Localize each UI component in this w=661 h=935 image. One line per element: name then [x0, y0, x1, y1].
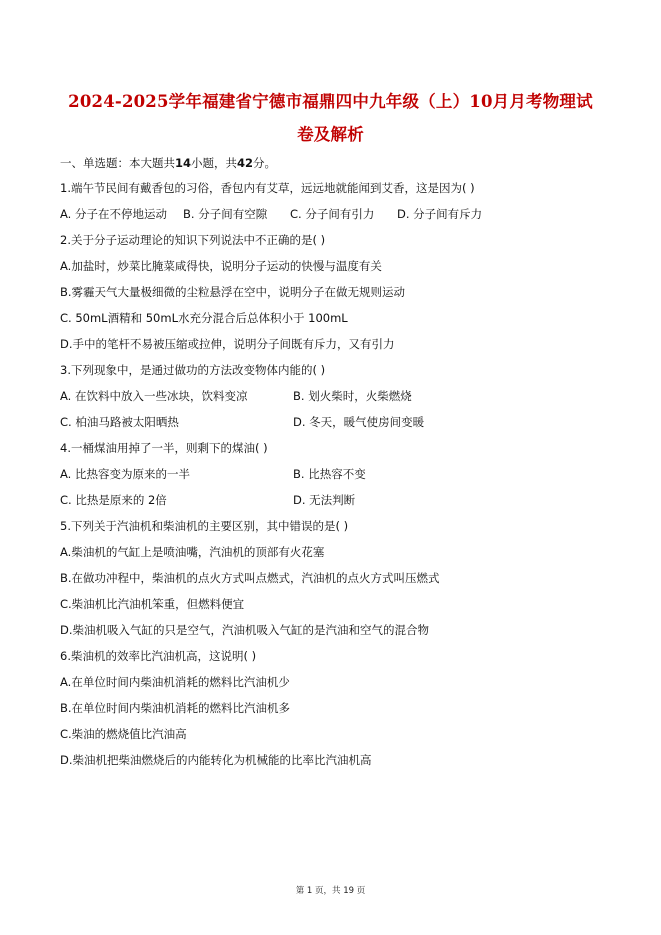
page-footer: 第 1 页，共 19 页 [295, 886, 366, 896]
question-6-option-c: C.柴油的燃烧值比汽油高 [60, 727, 187, 741]
question-1-options [60, 207, 620, 221]
question-4-option-a: A. 比热容变为原来的一半 [60, 467, 190, 481]
question-3-stem: 3.下列现象中，是通过做功的方法改变物体内能的( ) [60, 363, 326, 377]
question-3-option-c: C. 柏油马路被太阳晒热 [60, 415, 179, 429]
question-2-option-a: A.加盐时，炒菜比腌菜咸得快，说明分子运动的快慢与温度有关 [60, 259, 382, 273]
section-prefix: 一、单选题：本大题共 [60, 156, 175, 170]
section-score: 42 [237, 156, 254, 170]
question-6-option-a: A.在单位时间内柴油机消耗的燃料比汽油机少 [60, 675, 290, 689]
document-title-line-2: 卷及解析 [297, 125, 364, 144]
question-5-option-b: B.在做功冲程中，柴油机的点火方式叫点燃式，汽油机的点火方式叫压燃式 [60, 571, 440, 585]
question-6-option-b: B.在单位时间内柴油机消耗的燃料比汽油机多 [60, 701, 291, 715]
question-2-stem: 2.关于分子运动理论的知识下列说法中不正确的是( ) [60, 233, 326, 247]
section-suffix: 分。 [253, 156, 277, 170]
section-middle: 小题，共 [191, 156, 238, 170]
section-question-count: 14 [175, 156, 192, 170]
option-a: A. 分子在不停地运动 [60, 207, 167, 221]
question-1-stem: 1.端午节民间有戴香包的习俗，香包内有艾草，远远地就能闻到艾香，这是因为( ) [60, 181, 475, 195]
question-5-stem: 5.下列关于汽油机和柴油机的主要区别，其中错误的是( ) [60, 519, 349, 533]
question-5-option-c: C.柴油机比汽油机笨重，但燃料便宜 [60, 597, 245, 611]
question-5-option-a: A.柴油机的气缸上是喷油嘴，汽油机的顶部有火花塞 [60, 545, 325, 559]
question-2-option-d: D.手中的笔杆不易被压缩或拉伸，说明分子间既有斥力，又有引力 [60, 337, 395, 351]
document-title-line-1: 2024-2025学年福建省宁德市福鼎四中九年级（上）10月月考物理试 [68, 92, 593, 111]
option-c: C. 分子间有引力 [290, 207, 375, 221]
question-4-option-c: C. 比热是原来的 2倍 [60, 493, 167, 507]
question-3-option-b: B. 划火柴时，火柴燃烧 [293, 389, 412, 403]
question-5-option-d: D.柴油机吸入气缸的只是空气，汽油机吸入气缸的是汽油和空气的混合物 [60, 623, 430, 637]
question-6-option-d: D.柴油机把柴油燃烧后的内能转化为机械能的比率比汽油机高 [60, 753, 372, 767]
question-4-stem: 4.一桶煤油用掉了一半，则剩下的煤油( ) [60, 441, 268, 455]
section-heading [60, 155, 276, 171]
question-2-option-b: B.雾霾天气大量极细微的尘粒悬浮在空中，说明分子在做无规则运动 [60, 285, 406, 299]
option-b: B. 分子间有空隙 [183, 207, 268, 221]
question-4-option-d: D. 无法判断 [293, 493, 356, 507]
question-3-option-a: A. 在饮料中放入一些冰块，饮料变凉 [60, 389, 248, 403]
question-3-option-d: D. 冬天，暖气使房间变暖 [293, 415, 425, 429]
question-6-stem: 6.柴油机的效率比汽油机高，这说明( ) [60, 649, 257, 663]
question-2-option-c: C. 50mL酒精和 50mL水充分混合后总体积小于 100mL [60, 311, 348, 325]
option-d: D. 分子间有斥力 [397, 207, 483, 221]
question-4-option-b: B. 比热容不变 [293, 467, 366, 481]
